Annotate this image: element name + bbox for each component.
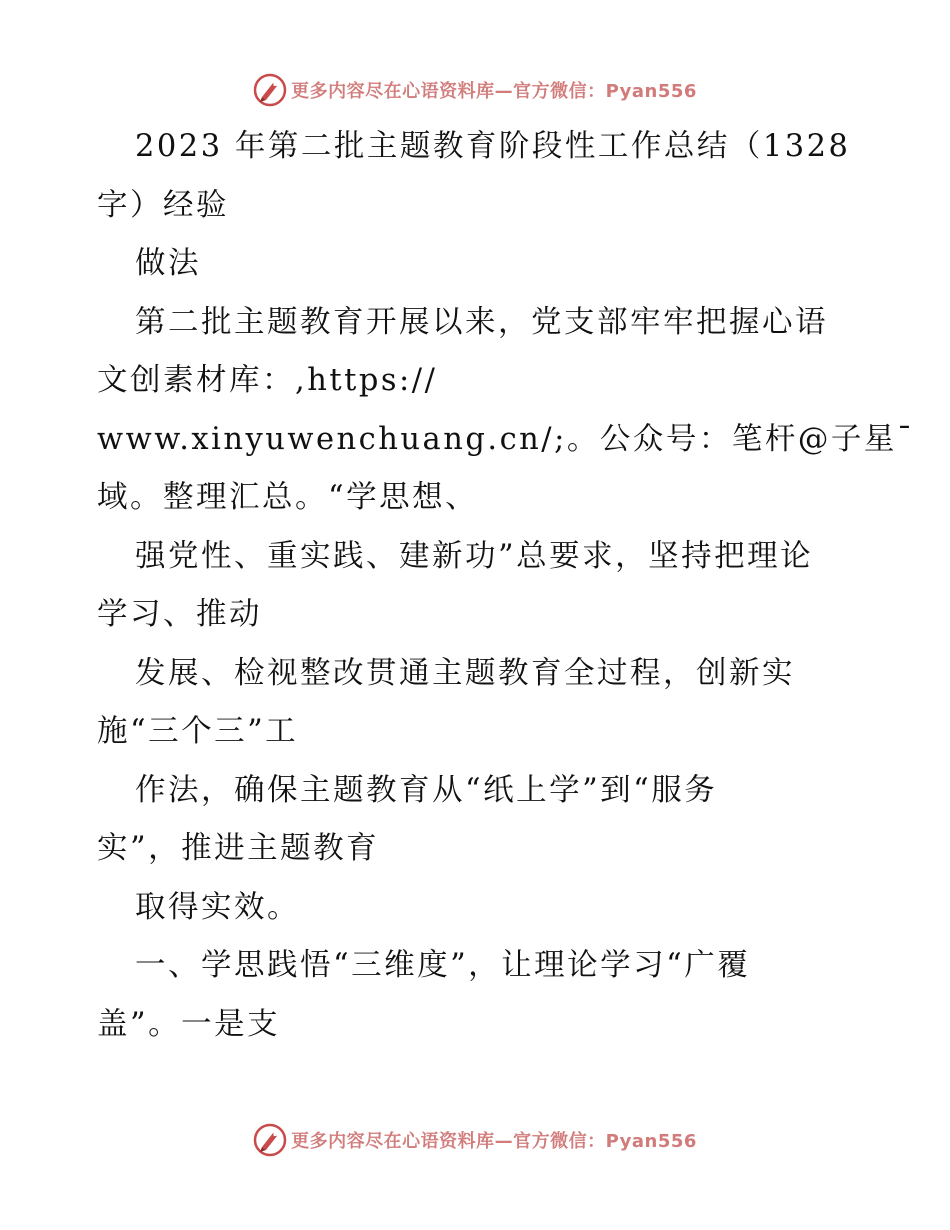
body-text-line: 学习、推动: [97, 597, 262, 632]
header-watermark-banner: [0, 70, 950, 110]
body-text-line: 字）经验: [97, 187, 229, 223]
pen-nib-logo-icon: [253, 1123, 287, 1157]
pen-nib-logo-icon: [253, 73, 287, 107]
body-text-line: 实”，推进主题教育: [97, 831, 380, 866]
header-banner-text: 更多内容尽在心语资料库—官方微信：Pyan556: [291, 81, 697, 102]
footer-banner-inner: [253, 1120, 697, 1160]
body-text-line: 作法，确保主题教育从“纸上学”到“服务: [135, 772, 718, 808]
body-text-line: 域。整理汇总。“学思想、: [97, 480, 479, 515]
body-text-line: 取得实效。: [135, 889, 300, 925]
header-banner-inner: [253, 70, 697, 110]
body-text-line: 发展、检视整改贯通主题教育全过程，创新实: [135, 655, 795, 691]
body-text-line: 文创素材库：,https://: [97, 363, 438, 398]
document-body: [97, 118, 915, 1054]
body-text-line: 盖”。一是支: [97, 1006, 281, 1042]
footer-watermark-banner: [0, 1120, 950, 1160]
body-text-line: 强党性、重实践、建新功”总要求，坚持把理论: [135, 538, 814, 574]
body-text-line: 做法: [135, 246, 201, 281]
footer-banner-text: 更多内容尽在心语资料库—官方微信：Pyan556: [291, 1131, 697, 1152]
body-text-line: 第二批主题教育开展以来，党支部牢牢把握心语: [135, 304, 828, 340]
body-text-line: 2023 年第二批主题教育阶段性工作总结（1328: [135, 129, 851, 164]
body-text-line: 施“三个三”工: [97, 714, 299, 749]
body-text-line: 一、学思践悟“三维度”，让理论学习“广覆: [135, 948, 751, 983]
body-text-line: www.xinyuwenchuang.cn/;。公众号：笔杆@子星¯: [97, 421, 915, 457]
